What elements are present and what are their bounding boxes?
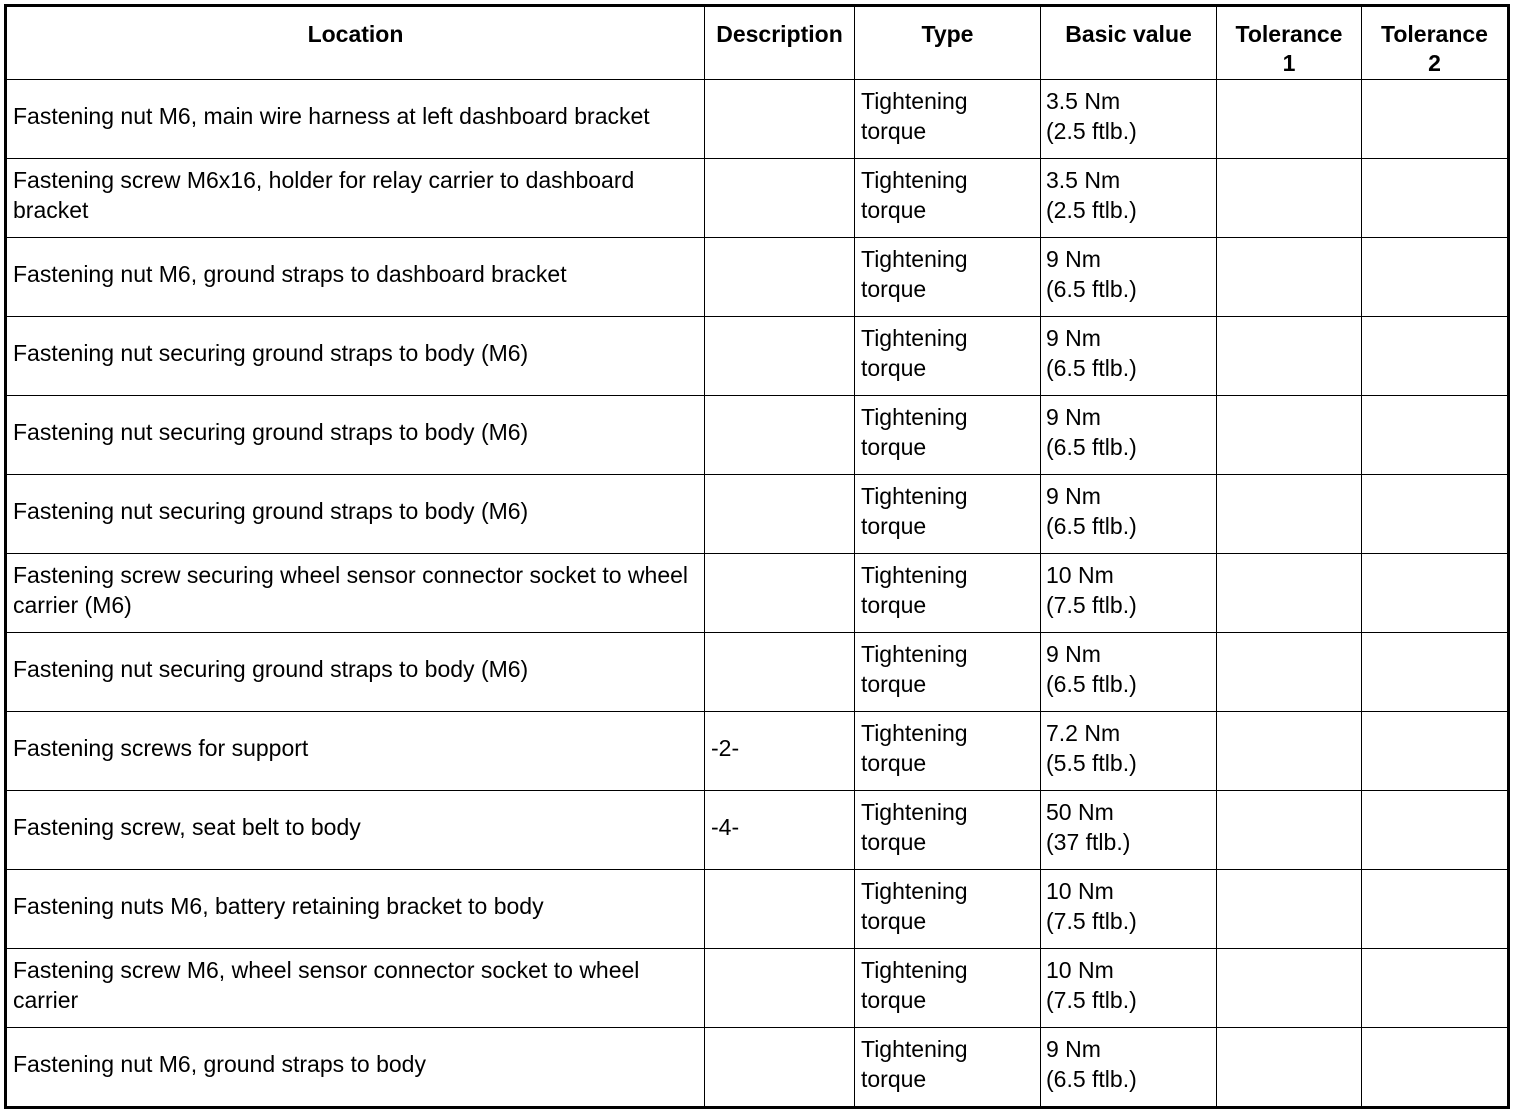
cell-tolerance-2 bbox=[1362, 949, 1509, 1028]
cell-description bbox=[705, 396, 855, 475]
cell-tolerance-2 bbox=[1362, 712, 1509, 791]
cell-tolerance-2 bbox=[1362, 633, 1509, 712]
row-location: Fastening screws for support bbox=[13, 735, 309, 761]
cell-type bbox=[855, 396, 1041, 475]
row-type-line2: torque bbox=[861, 592, 927, 618]
table-row bbox=[6, 633, 1509, 712]
row-location: Fastening nut securing ground straps to body (M6) bbox=[13, 419, 529, 445]
table-row bbox=[6, 475, 1509, 554]
row-value-line2: (37 ftlb.) bbox=[1046, 829, 1131, 855]
torque-spec-table bbox=[4, 4, 1510, 1109]
row-type-line1: Tightening bbox=[861, 483, 968, 509]
row-value-line1: 50 Nm bbox=[1046, 799, 1114, 825]
row-value-line1: 3.5 Nm bbox=[1046, 88, 1121, 114]
row-value-line2: (6.5 ftlb.) bbox=[1046, 355, 1137, 381]
torque-spec-table-wrapper bbox=[4, 4, 1507, 1092]
row-value-line1: 9 Nm bbox=[1046, 246, 1101, 272]
row-value-line2: (6.5 ftlb.) bbox=[1046, 513, 1137, 539]
row-type-line2: torque bbox=[861, 750, 927, 776]
cell-description bbox=[705, 712, 855, 791]
header-location: Location bbox=[6, 6, 705, 80]
cell-type bbox=[855, 791, 1041, 870]
row-location: Fastening nut M6, ground straps to dashboard bracket bbox=[13, 261, 567, 287]
cell-type bbox=[855, 475, 1041, 554]
row-value-line1: 10 Nm bbox=[1046, 878, 1114, 904]
row-location: Fastening screw M6x16, holder for relay carrier to dashboard bracket bbox=[13, 167, 635, 223]
cell-description bbox=[705, 554, 855, 633]
cell-location bbox=[6, 475, 705, 554]
cell-location bbox=[6, 554, 705, 633]
table-row bbox=[6, 554, 1509, 633]
cell-basic-value bbox=[1041, 791, 1217, 870]
table-row bbox=[6, 949, 1509, 1028]
cell-tolerance-2 bbox=[1362, 396, 1509, 475]
row-value-line1: 9 Nm bbox=[1046, 325, 1101, 351]
table-row bbox=[6, 159, 1509, 238]
row-value-line2: (2.5 ftlb.) bbox=[1046, 118, 1137, 144]
row-value-line2: (5.5 ftlb.) bbox=[1046, 750, 1137, 776]
cell-tolerance-1 bbox=[1217, 870, 1362, 949]
cell-tolerance-1 bbox=[1217, 317, 1362, 396]
table-row bbox=[6, 317, 1509, 396]
row-description: -2- bbox=[711, 735, 740, 761]
cell-location bbox=[6, 633, 705, 712]
cell-basic-value bbox=[1041, 159, 1217, 238]
row-description: -4- bbox=[711, 814, 740, 840]
cell-basic-value bbox=[1041, 712, 1217, 791]
cell-description bbox=[705, 633, 855, 712]
row-location: Fastening screw, seat belt to body bbox=[13, 814, 361, 840]
cell-description bbox=[705, 317, 855, 396]
row-type-line2: torque bbox=[861, 118, 927, 144]
row-type-line2: torque bbox=[861, 1066, 927, 1092]
cell-description bbox=[705, 791, 855, 870]
table-body bbox=[6, 80, 1509, 1108]
cell-type bbox=[855, 949, 1041, 1028]
cell-type bbox=[855, 159, 1041, 238]
row-value-line1: 7.2 Nm bbox=[1046, 720, 1121, 746]
cell-tolerance-1 bbox=[1217, 949, 1362, 1028]
row-type-line1: Tightening bbox=[861, 404, 968, 430]
table-row bbox=[6, 238, 1509, 317]
row-location: Fastening screw securing wheel sensor connector socket to wheel carrier (M6) bbox=[13, 562, 689, 618]
row-type-line1: Tightening bbox=[861, 88, 968, 114]
cell-type bbox=[855, 1028, 1041, 1108]
row-type-line2: torque bbox=[861, 908, 927, 934]
header-type: Type bbox=[855, 6, 1041, 80]
cell-description bbox=[705, 159, 855, 238]
table-row bbox=[6, 1028, 1509, 1108]
cell-basic-value bbox=[1041, 554, 1217, 633]
row-value-line1: 9 Nm bbox=[1046, 404, 1101, 430]
row-value-line2: (7.5 ftlb.) bbox=[1046, 987, 1137, 1013]
table-header-row bbox=[6, 6, 1509, 80]
cell-location bbox=[6, 238, 705, 317]
row-location: Fastening nut M6, ground straps to body bbox=[13, 1051, 426, 1077]
row-value-line1: 3.5 Nm bbox=[1046, 167, 1121, 193]
table-row bbox=[6, 80, 1509, 159]
cell-type bbox=[855, 238, 1041, 317]
row-location: Fastening nut securing ground straps to body (M6) bbox=[13, 498, 529, 524]
cell-basic-value bbox=[1041, 870, 1217, 949]
cell-description bbox=[705, 870, 855, 949]
cell-basic-value bbox=[1041, 475, 1217, 554]
row-value-line1: 10 Nm bbox=[1046, 562, 1114, 588]
cell-type bbox=[855, 633, 1041, 712]
row-location: Fastening nut securing ground straps to body (M6) bbox=[13, 656, 529, 682]
row-value-line1: 9 Nm bbox=[1046, 641, 1101, 667]
cell-tolerance-1 bbox=[1217, 554, 1362, 633]
row-type-line2: torque bbox=[861, 987, 927, 1013]
cell-tolerance-1 bbox=[1217, 396, 1362, 475]
cell-location bbox=[6, 791, 705, 870]
row-location: Fastening nut M6, main wire harness at left dashboard bracket bbox=[13, 103, 650, 129]
cell-location bbox=[6, 159, 705, 238]
row-type-line1: Tightening bbox=[861, 246, 968, 272]
cell-basic-value bbox=[1041, 1028, 1217, 1108]
row-location: Fastening nut securing ground straps to body (M6) bbox=[13, 340, 529, 366]
row-value-line2: (2.5 ftlb.) bbox=[1046, 197, 1137, 223]
row-value-line2: (6.5 ftlb.) bbox=[1046, 1066, 1137, 1092]
row-type-line1: Tightening bbox=[861, 720, 968, 746]
cell-tolerance-2 bbox=[1362, 159, 1509, 238]
row-value-line2: (6.5 ftlb.) bbox=[1046, 434, 1137, 460]
row-type-line2: torque bbox=[861, 513, 927, 539]
cell-tolerance-2 bbox=[1362, 238, 1509, 317]
header-description: Description bbox=[705, 6, 855, 80]
cell-type bbox=[855, 80, 1041, 159]
row-type-line2: torque bbox=[861, 276, 927, 302]
row-type-line2: torque bbox=[861, 829, 927, 855]
cell-type bbox=[855, 870, 1041, 949]
cell-basic-value bbox=[1041, 633, 1217, 712]
cell-description bbox=[705, 949, 855, 1028]
row-value-line1: 9 Nm bbox=[1046, 1036, 1101, 1062]
table-row bbox=[6, 396, 1509, 475]
row-value-line2: (7.5 ftlb.) bbox=[1046, 592, 1137, 618]
cell-tolerance-1 bbox=[1217, 1028, 1362, 1108]
cell-tolerance-2 bbox=[1362, 80, 1509, 159]
row-type-line1: Tightening bbox=[861, 957, 968, 983]
cell-tolerance-1 bbox=[1217, 238, 1362, 317]
cell-description bbox=[705, 475, 855, 554]
table-row bbox=[6, 870, 1509, 949]
cell-description bbox=[705, 80, 855, 159]
row-value-line1: 9 Nm bbox=[1046, 483, 1101, 509]
row-type-line1: Tightening bbox=[861, 325, 968, 351]
header-tolerance-2: Tolerance 2 bbox=[1362, 6, 1509, 80]
cell-tolerance-1 bbox=[1217, 80, 1362, 159]
cell-tolerance-1 bbox=[1217, 475, 1362, 554]
row-value-line2: (6.5 ftlb.) bbox=[1046, 276, 1137, 302]
cell-location bbox=[6, 1028, 705, 1108]
row-type-line2: torque bbox=[861, 197, 927, 223]
cell-description bbox=[705, 238, 855, 317]
row-type-line1: Tightening bbox=[861, 878, 968, 904]
cell-location bbox=[6, 712, 705, 791]
row-value-line2: (7.5 ftlb.) bbox=[1046, 908, 1137, 934]
table-row bbox=[6, 712, 1509, 791]
cell-type bbox=[855, 712, 1041, 791]
header-tolerance-1: Tolerance 1 bbox=[1217, 6, 1362, 80]
cell-tolerance-2 bbox=[1362, 791, 1509, 870]
row-type-line1: Tightening bbox=[861, 167, 968, 193]
cell-tolerance-1 bbox=[1217, 633, 1362, 712]
cell-tolerance-1 bbox=[1217, 159, 1362, 238]
cell-basic-value bbox=[1041, 317, 1217, 396]
row-type-line1: Tightening bbox=[861, 641, 968, 667]
cell-tolerance-2 bbox=[1362, 554, 1509, 633]
row-type-line2: torque bbox=[861, 355, 927, 381]
cell-description bbox=[705, 1028, 855, 1108]
row-type-line1: Tightening bbox=[861, 799, 968, 825]
cell-basic-value bbox=[1041, 949, 1217, 1028]
cell-basic-value bbox=[1041, 80, 1217, 159]
cell-tolerance-1 bbox=[1217, 791, 1362, 870]
row-location: Fastening nuts M6, battery retaining bracket to body bbox=[13, 893, 544, 919]
cell-tolerance-1 bbox=[1217, 712, 1362, 791]
cell-location bbox=[6, 396, 705, 475]
table-row bbox=[6, 791, 1509, 870]
cell-location bbox=[6, 317, 705, 396]
cell-type bbox=[855, 554, 1041, 633]
cell-location bbox=[6, 80, 705, 159]
row-location: Fastening screw M6, wheel sensor connector socket to wheel carrier bbox=[13, 957, 640, 1013]
cell-tolerance-2 bbox=[1362, 475, 1509, 554]
row-value-line2: (6.5 ftlb.) bbox=[1046, 671, 1137, 697]
cell-tolerance-2 bbox=[1362, 870, 1509, 949]
row-type-line2: torque bbox=[861, 671, 927, 697]
row-type-line2: torque bbox=[861, 434, 927, 460]
cell-basic-value bbox=[1041, 396, 1217, 475]
row-type-line1: Tightening bbox=[861, 1036, 968, 1062]
row-type-line1: Tightening bbox=[861, 562, 968, 588]
cell-location bbox=[6, 870, 705, 949]
cell-tolerance-2 bbox=[1362, 1028, 1509, 1108]
cell-type bbox=[855, 317, 1041, 396]
header-basic-value: Basic value bbox=[1041, 6, 1217, 80]
cell-location bbox=[6, 949, 705, 1028]
cell-basic-value bbox=[1041, 238, 1217, 317]
row-value-line1: 10 Nm bbox=[1046, 957, 1114, 983]
cell-tolerance-2 bbox=[1362, 317, 1509, 396]
